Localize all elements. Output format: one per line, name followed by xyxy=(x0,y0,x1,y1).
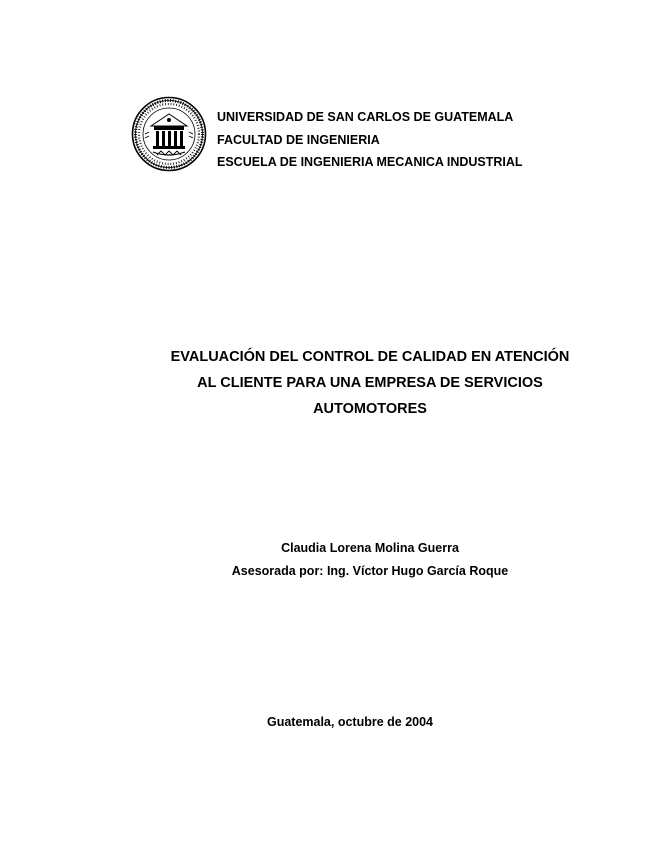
school-name: ESCUELA DE INGENIERIA MECANICA INDUSTRIAL xyxy=(217,155,523,169)
title-line-1: EVALUACIÓN DEL CONTROL DE CALIDAD EN ATENCIÓN xyxy=(170,349,570,365)
university-seal-icon xyxy=(131,96,207,172)
faculty-name: FACULTAD DE INGENIERIA xyxy=(217,132,380,147)
place-and-date: Guatemala, octubre de 2004 xyxy=(266,715,434,729)
title-line-3: AUTOMOTORES xyxy=(313,401,427,417)
author-name: Claudia Lorena Molina Guerra xyxy=(281,541,459,555)
author-block xyxy=(170,537,570,583)
institution-header xyxy=(217,106,523,174)
university-name: UNIVERSIDAD DE SAN CARLOS DE GUATEMALA xyxy=(217,110,514,124)
advisor-line: Asesorada por: Ing. Víctor Hugo García Roque xyxy=(231,564,509,578)
thesis-title xyxy=(140,344,600,422)
title-line-2: AL CLIENTE PARA UNA EMPRESA DE SERVICIOS xyxy=(197,375,543,391)
